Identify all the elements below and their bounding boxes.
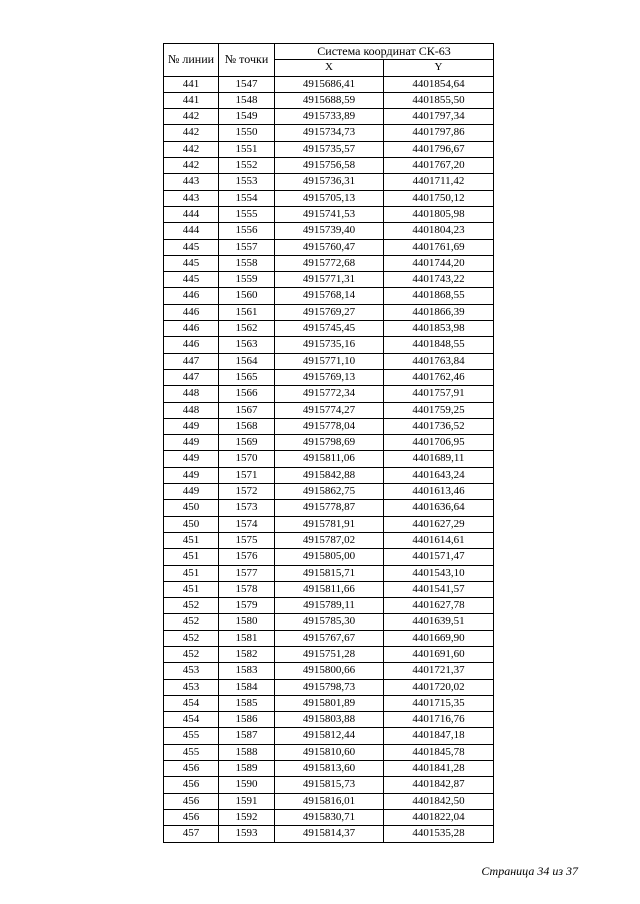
cell-line-number: 456 [164,777,219,793]
cell-y: 4401847,18 [384,728,494,744]
cell-x: 4915800,66 [275,663,384,679]
cell-y: 4401744,20 [384,255,494,271]
cell-point-number: 1592 [219,809,275,825]
cell-x: 4915735,57 [275,141,384,157]
table-row [164,695,494,711]
cell-line-number: 450 [164,516,219,532]
cell-x: 4915798,73 [275,679,384,695]
cell-x: 4915813,60 [275,761,384,777]
cell-x: 4915816,01 [275,793,384,809]
cell-line-number: 444 [164,206,219,222]
cell-x: 4915769,13 [275,369,384,385]
cell-y: 4401613,46 [384,484,494,500]
table-row [164,679,494,695]
cell-x: 4915771,31 [275,272,384,288]
cell-point-number: 1551 [219,141,275,157]
cell-x: 4915801,89 [275,695,384,711]
cell-y: 4401853,98 [384,321,494,337]
cell-x: 4915760,47 [275,239,384,255]
cell-x: 4915751,28 [275,646,384,662]
cell-line-number: 448 [164,386,219,402]
table-row [164,646,494,662]
cell-point-number: 1585 [219,695,275,711]
cell-line-number: 445 [164,272,219,288]
table-row [164,92,494,108]
table-row [164,728,494,744]
cell-line-number: 451 [164,549,219,565]
cell-line-number: 454 [164,695,219,711]
cell-point-number: 1593 [219,826,275,842]
cell-y: 4401757,91 [384,386,494,402]
table-row [164,304,494,320]
cell-x: 4915736,31 [275,174,384,190]
cell-y: 4401797,86 [384,125,494,141]
cell-line-number: 445 [164,255,219,271]
cell-line-number: 441 [164,92,219,108]
cell-point-number: 1583 [219,663,275,679]
cell-x: 4915767,67 [275,630,384,646]
cell-line-number: 447 [164,353,219,369]
cell-point-number: 1570 [219,451,275,467]
cell-point-number: 1550 [219,125,275,141]
cell-line-number: 453 [164,663,219,679]
cell-y: 4401805,98 [384,206,494,222]
table-row [164,158,494,174]
cell-y: 4401721,37 [384,663,494,679]
cell-point-number: 1566 [219,386,275,402]
table-row [164,109,494,125]
cell-y: 4401767,20 [384,158,494,174]
cell-y: 4401750,12 [384,190,494,206]
cell-point-number: 1571 [219,467,275,483]
cell-line-number: 446 [164,304,219,320]
cell-line-number: 456 [164,809,219,825]
cell-line-number: 457 [164,826,219,842]
cell-x: 4915739,40 [275,223,384,239]
cell-line-number: 452 [164,630,219,646]
cell-y: 4401543,10 [384,565,494,581]
table-row [164,223,494,239]
cell-x: 4915745,45 [275,321,384,337]
cell-line-number: 446 [164,288,219,304]
cell-point-number: 1564 [219,353,275,369]
cell-y: 4401854,64 [384,76,494,92]
cell-x: 4915756,58 [275,158,384,174]
table-body [164,76,494,842]
cell-y: 4401636,64 [384,500,494,516]
table-row [164,435,494,451]
cell-y: 4401715,35 [384,695,494,711]
cell-line-number: 456 [164,761,219,777]
cell-line-number: 451 [164,565,219,581]
cell-y: 4401763,84 [384,353,494,369]
cell-line-number: 448 [164,402,219,418]
cell-y: 4401762,46 [384,369,494,385]
cell-point-number: 1582 [219,646,275,662]
cell-y: 4401842,87 [384,777,494,793]
cell-point-number: 1586 [219,712,275,728]
table-row [164,826,494,842]
cell-point-number: 1563 [219,337,275,353]
coordinates-table [163,43,494,843]
cell-y: 4401796,67 [384,141,494,157]
table-row [164,793,494,809]
cell-point-number: 1568 [219,418,275,434]
cell-y: 4401822,04 [384,809,494,825]
cell-line-number: 451 [164,532,219,548]
table-row [164,239,494,255]
column-header-point-number: № точки [219,44,275,77]
cell-point-number: 1560 [219,288,275,304]
cell-x: 4915815,73 [275,777,384,793]
cell-y: 4401627,78 [384,598,494,614]
cell-y: 4401541,57 [384,581,494,597]
cell-point-number: 1591 [219,793,275,809]
cell-x: 4915810,60 [275,744,384,760]
column-header-x: X [275,60,384,76]
cell-point-number: 1587 [219,728,275,744]
table-row [164,353,494,369]
cell-y: 4401804,23 [384,223,494,239]
cell-point-number: 1553 [219,174,275,190]
cell-x: 4915862,75 [275,484,384,500]
cell-y: 4401720,02 [384,679,494,695]
table-row [164,451,494,467]
cell-line-number: 446 [164,321,219,337]
cell-x: 4915733,89 [275,109,384,125]
cell-point-number: 1572 [219,484,275,500]
column-header-line-number: № линии [164,44,219,77]
table-row [164,174,494,190]
table-row [164,386,494,402]
cell-y: 4401761,69 [384,239,494,255]
cell-point-number: 1565 [219,369,275,385]
cell-line-number: 446 [164,337,219,353]
table-row [164,321,494,337]
cell-y: 4401571,47 [384,549,494,565]
cell-x: 4915815,71 [275,565,384,581]
cell-point-number: 1584 [219,679,275,695]
cell-x: 4915798,69 [275,435,384,451]
table-row [164,712,494,728]
cell-line-number: 442 [164,158,219,174]
cell-y: 4401711,42 [384,174,494,190]
cell-y: 4401535,28 [384,826,494,842]
table-row [164,630,494,646]
cell-point-number: 1573 [219,500,275,516]
table-row [164,549,494,565]
cell-point-number: 1558 [219,255,275,271]
cell-x: 4915734,73 [275,125,384,141]
cell-line-number: 450 [164,500,219,516]
cell-line-number: 443 [164,174,219,190]
cell-x: 4915842,88 [275,467,384,483]
cell-x: 4915830,71 [275,809,384,825]
cell-line-number: 449 [164,451,219,467]
cell-point-number: 1556 [219,223,275,239]
cell-x: 4915771,10 [275,353,384,369]
cell-y: 4401627,29 [384,516,494,532]
table-row [164,532,494,548]
cell-x: 4915814,37 [275,826,384,842]
table-row [164,484,494,500]
cell-y: 4401639,51 [384,614,494,630]
cell-y: 4401643,24 [384,467,494,483]
cell-point-number: 1574 [219,516,275,532]
cell-line-number: 452 [164,646,219,662]
cell-line-number: 454 [164,712,219,728]
cell-x: 4915811,06 [275,451,384,467]
cell-y: 4401868,55 [384,288,494,304]
cell-point-number: 1576 [219,549,275,565]
table-header [164,44,494,77]
cell-y: 4401669,90 [384,630,494,646]
cell-line-number: 441 [164,76,219,92]
table-row [164,76,494,92]
table-row [164,467,494,483]
cell-point-number: 1557 [219,239,275,255]
cell-x: 4915803,88 [275,712,384,728]
cell-y: 4401759,25 [384,402,494,418]
cell-y: 4401841,28 [384,761,494,777]
cell-point-number: 1579 [219,598,275,614]
table-row [164,516,494,532]
cell-x: 4915735,16 [275,337,384,353]
cell-x: 4915785,30 [275,614,384,630]
cell-x: 4915781,91 [275,516,384,532]
table-row [164,255,494,271]
cell-y: 4401716,76 [384,712,494,728]
cell-point-number: 1549 [219,109,275,125]
table-row [164,777,494,793]
cell-line-number: 442 [164,141,219,157]
cell-line-number: 443 [164,190,219,206]
cell-line-number: 447 [164,369,219,385]
cell-y: 4401743,22 [384,272,494,288]
cell-line-number: 445 [164,239,219,255]
cell-y: 4401797,34 [384,109,494,125]
cell-y: 4401736,52 [384,418,494,434]
cell-x: 4915741,53 [275,206,384,222]
cell-x: 4915774,27 [275,402,384,418]
cell-x: 4915812,44 [275,728,384,744]
cell-x: 4915811,66 [275,581,384,597]
cell-x: 4915787,02 [275,532,384,548]
table-row [164,663,494,679]
cell-y: 4401614,61 [384,532,494,548]
cell-point-number: 1588 [219,744,275,760]
table-row [164,744,494,760]
cell-y: 4401845,78 [384,744,494,760]
cell-line-number: 452 [164,614,219,630]
cell-x: 4915772,68 [275,255,384,271]
table-row [164,581,494,597]
cell-point-number: 1575 [219,532,275,548]
cell-line-number: 449 [164,484,219,500]
cell-x: 4915772,34 [275,386,384,402]
cell-line-number: 449 [164,418,219,434]
page-number: Страница 34 из 37 [481,864,578,878]
cell-line-number: 442 [164,125,219,141]
cell-y: 4401842,50 [384,793,494,809]
column-header-coordinate-system: Система координат СК-63 [275,44,494,60]
table-row [164,402,494,418]
cell-line-number: 444 [164,223,219,239]
cell-y: 4401855,50 [384,92,494,108]
cell-point-number: 1578 [219,581,275,597]
cell-y: 4401689,11 [384,451,494,467]
table-row [164,418,494,434]
table-row [164,141,494,157]
cell-point-number: 1589 [219,761,275,777]
cell-point-number: 1577 [219,565,275,581]
cell-point-number: 1559 [219,272,275,288]
column-header-y: Y [384,60,494,76]
cell-point-number: 1581 [219,630,275,646]
cell-point-number: 1567 [219,402,275,418]
table-row [164,337,494,353]
cell-x: 4915705,13 [275,190,384,206]
cell-line-number: 451 [164,581,219,597]
cell-line-number: 449 [164,435,219,451]
table-row [164,598,494,614]
table-row [164,761,494,777]
table-row [164,272,494,288]
table-row [164,125,494,141]
cell-x: 4915686,41 [275,76,384,92]
cell-point-number: 1547 [219,76,275,92]
cell-x: 4915789,11 [275,598,384,614]
table-row [164,190,494,206]
cell-x: 4915778,04 [275,418,384,434]
table-row [164,288,494,304]
table-row [164,500,494,516]
table-row [164,369,494,385]
cell-line-number: 453 [164,679,219,695]
cell-point-number: 1552 [219,158,275,174]
cell-x: 4915768,14 [275,288,384,304]
table-row [164,206,494,222]
cell-y: 4401866,39 [384,304,494,320]
table-row [164,565,494,581]
cell-point-number: 1569 [219,435,275,451]
cell-point-number: 1548 [219,92,275,108]
cell-point-number: 1561 [219,304,275,320]
cell-y: 4401848,55 [384,337,494,353]
cell-line-number: 449 [164,467,219,483]
table-row [164,614,494,630]
cell-line-number: 455 [164,744,219,760]
cell-line-number: 456 [164,793,219,809]
cell-x: 4915805,00 [275,549,384,565]
cell-point-number: 1554 [219,190,275,206]
cell-y: 4401691,60 [384,646,494,662]
cell-point-number: 1590 [219,777,275,793]
cell-line-number: 452 [164,598,219,614]
cell-point-number: 1555 [219,206,275,222]
cell-point-number: 1562 [219,321,275,337]
cell-x: 4915769,27 [275,304,384,320]
cell-point-number: 1580 [219,614,275,630]
table-row [164,809,494,825]
cell-x: 4915688,59 [275,92,384,108]
cell-y: 4401706,95 [384,435,494,451]
cell-line-number: 455 [164,728,219,744]
cell-line-number: 442 [164,109,219,125]
cell-x: 4915778,87 [275,500,384,516]
